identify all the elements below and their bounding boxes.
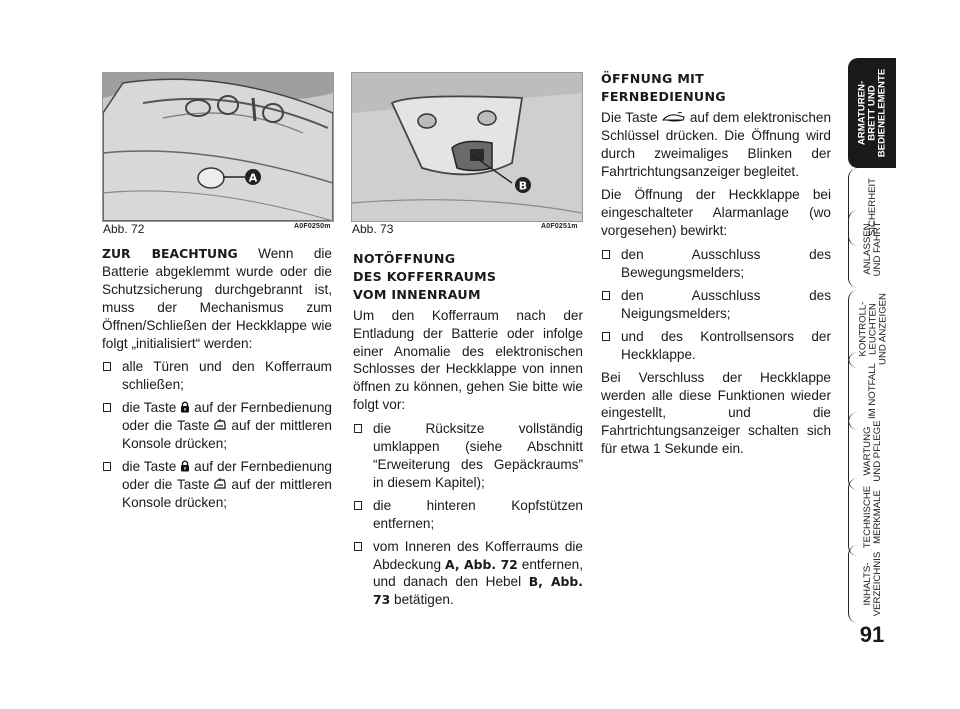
- tab-armaturenbrett[interactable]: [848, 58, 896, 168]
- chapter-tabs: [848, 40, 896, 680]
- tab-label: ARMATUREN- BRETT UND BEDIENELEMENTE: [856, 68, 887, 158]
- tab-label: IM NOTFALL: [867, 363, 879, 419]
- list-item-text: auf der mittleren Konsole drücken;: [122, 418, 332, 452]
- paragraph-alarm: Die Öffnung der Heckklappe bei eingeschalteter Alarmanlage (wo vorgesehen) bewirkt:: [601, 187, 831, 239]
- trunk-button-icon: [214, 419, 226, 431]
- figure-72-caption: Abb. 72: [103, 222, 145, 236]
- section-heading-emergency: [353, 250, 583, 304]
- tab-label: ANLASSEN UND FAHRT: [862, 221, 883, 277]
- list-item-text: die Taste: [122, 458, 177, 474]
- list-item-text: auf der Fernbedienung oder die Taste: [122, 458, 332, 492]
- paragraph-remote-key: [601, 109, 831, 181]
- figure-reference: B, Abb. 73: [373, 574, 583, 608]
- column-emergency-opening: [353, 250, 583, 614]
- tab-label: KONTROLL- LEUCHTEN UND ANZEIGEN: [857, 293, 888, 365]
- paragraph-closing: Bei Verschluss der Heckklappe werden alle diese Funktionen wieder eingestellt, und die Fahrtrichtungsanzeiger schalten sich für etwa 1 Sekunde ein.: [601, 369, 831, 457]
- list-item: [601, 287, 831, 323]
- tab-anlassen[interactable]: [848, 210, 897, 288]
- list-item-text: auf der Fernbedienung oder die Taste: [122, 400, 332, 434]
- column-note: [102, 245, 332, 517]
- alarm-effects-list: [601, 246, 831, 363]
- page-number: 91: [859, 622, 885, 647]
- tab-label: WARTUNG UND PFLEGE: [862, 420, 883, 482]
- figure-73-image: [351, 72, 583, 222]
- list-item-text: auf der mittleren Konsole drücken;: [122, 476, 332, 510]
- section-heading-remote: [601, 70, 831, 106]
- list-item: [601, 328, 831, 364]
- figure-72-code: A0F0250m: [294, 223, 331, 230]
- figure-reference: A, Abb. 72: [445, 556, 518, 572]
- figure-72-image: [102, 72, 334, 222]
- figure-73-label: B: [518, 179, 528, 193]
- list-item-text: entfernen, und danach den Hebel: [373, 556, 583, 590]
- note-text: Wenn die Batterie abgeklemmt wurde oder die Schutzsicherung durchgebrannt ist, muss der Mechanismus zum Öffnen/Schließen der Heckklappe wie folgt „initialisiert“ werden:: [102, 246, 332, 351]
- list-item-text: vom Inneren des Kofferraums die Abdeckung: [373, 538, 583, 572]
- list-item: [102, 458, 332, 512]
- heading-line: VOM INNENRAUM: [353, 286, 481, 302]
- list-item-text: und des Kontrollsensors der Heckklappe.: [621, 328, 831, 362]
- figure-73-caption: Abb. 73: [352, 222, 394, 236]
- column-remote-opening: [601, 70, 831, 464]
- paragraph-text: Die Taste: [601, 109, 658, 125]
- list-item: [353, 497, 583, 533]
- list-item-text: den Ausschluss des Bewegungsmelders;: [621, 247, 831, 281]
- padlock-icon: [180, 459, 190, 472]
- tab-inhaltsverzeichnis[interactable]: [848, 545, 897, 623]
- paragraph-text: auf dem elektronischen Schlüssel drücken. Die Öffnung wird durch zweimaliges Blinken der Fahrtrichtungsanzeiger begleitet.: [601, 109, 832, 179]
- heading-line: NOTÖFFNUNG: [353, 251, 456, 266]
- list-item-text: die Rücksitze vollständig umklappen (siehe Abschnitt “Erweiterung des Gepäckraums” in diesem Kapitel);: [373, 421, 583, 490]
- list-item-text: die Taste: [122, 400, 177, 416]
- list-item-text: betätigen.: [394, 592, 454, 608]
- note-paragraph: [102, 245, 332, 352]
- list-item-text: die hinteren Kopfstützen entfernen;: [373, 497, 583, 531]
- list-item: [353, 420, 583, 492]
- list-item: [102, 399, 332, 453]
- trunk-button-icon: [214, 478, 226, 490]
- emergency-steps-list: [353, 420, 583, 609]
- figure-72-label: A: [248, 171, 258, 185]
- list-item: [353, 538, 583, 610]
- init-steps-list: [102, 358, 332, 511]
- tab-label: SICHERHEIT: [867, 177, 879, 237]
- tab-label: TECHNISCHE MERKMALE: [862, 485, 883, 549]
- list-item: [102, 358, 332, 394]
- list-item: [601, 246, 831, 282]
- heading-line: ÖFFNUNG MIT: [601, 71, 705, 86]
- heading-line: FERNBEDIENUNG: [601, 88, 726, 104]
- intro-paragraph: Um den Kofferraum nach der Entladung der Batterie oder infolge einer Anomalie des elektronischen Schlosses der Heckklappe von innen öffnen zu können, gehen Sie bitte wie folgt vor:: [353, 307, 583, 413]
- heading-line: DES KOFFERRAUMS: [353, 268, 497, 284]
- list-item-text: den Ausschluss des Neigungsmelders;: [621, 287, 831, 321]
- figure-73-code: A0F0251m: [541, 223, 578, 230]
- list-item-text: alle Türen und den Kofferraum schließen;: [122, 359, 332, 393]
- tab-label: INHALTS- VERZEICHNIS: [862, 551, 883, 617]
- padlock-icon: [180, 400, 190, 413]
- note-title: ZUR BEACHTUNG: [102, 246, 238, 261]
- trunk-open-key-icon: [662, 112, 686, 123]
